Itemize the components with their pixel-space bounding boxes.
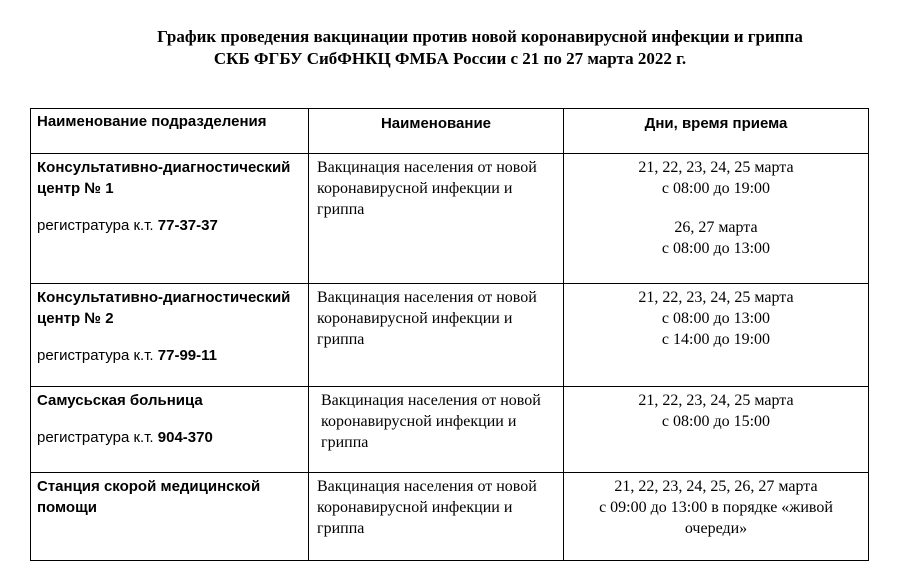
- table-row: [31, 154, 869, 284]
- title-line-2: СКБ ФГБУ СибФНКЦ ФМБА России с 21 по 27 марта 2022 г.: [213, 49, 687, 68]
- department-cell: [31, 154, 309, 284]
- department-name: Самусьская больница: [37, 392, 203, 409]
- header-name: Наименование: [309, 109, 564, 154]
- service-cell: Вакцинация населения от новой коронавирусной инфекции и гриппа: [309, 387, 564, 473]
- department-cell: [31, 387, 309, 473]
- department-name: Консультативно-диагностический центр № 2: [37, 289, 291, 327]
- table-row: [31, 284, 869, 387]
- service-cell: Вакцинация населения от новой коронавирусной инфекции и гриппа: [309, 284, 564, 387]
- schedule-cell: 21, 22, 23, 24, 25 марта с 08:00 до 15:00: [564, 387, 869, 473]
- department-name: Консультативно-диагностический центр № 1: [37, 159, 291, 197]
- department-cell: [31, 473, 309, 561]
- header-department: Наименование подразделения: [31, 109, 309, 154]
- registry-phone: регистратура к.т. 77-37-37: [37, 217, 218, 234]
- header-days: Дни, время приема: [564, 109, 869, 154]
- vaccination-schedule-table: [30, 108, 869, 561]
- registry-phone: регистратура к.т. 77-99-11: [37, 347, 217, 364]
- service-cell: Вакцинация населения от новой коронавирусной инфекции и гриппа: [309, 473, 564, 561]
- table-row: [31, 387, 869, 473]
- table-header-row: [31, 109, 869, 154]
- service-cell: Вакцинация населения от новой коронавирусной инфекции и гриппа: [309, 154, 564, 284]
- schedule-cell: 21, 22, 23, 24, 25, 26, 27 марта с 09:00 до 13:00 в порядке «живой очереди»: [564, 473, 869, 561]
- department-cell: [31, 284, 309, 387]
- registry-phone: регистратура к.т. 904-370: [37, 429, 213, 446]
- title-line-1: График проведения вакцинации против новой коронавирусной инфекции и гриппа: [157, 27, 803, 46]
- schedule-cell: 21, 22, 23, 24, 25 марта с 08:00 до 19:00 26, 27 марта с 08:00 до 13:00: [564, 154, 869, 284]
- table-row: [31, 473, 869, 561]
- schedule-cell: 21, 22, 23, 24, 25 марта с 08:00 до 13:00 с 14:00 до 19:00: [564, 284, 869, 387]
- document-title: [0, 26, 900, 70]
- department-name: Станция скорой медицинской помощи: [37, 478, 261, 516]
